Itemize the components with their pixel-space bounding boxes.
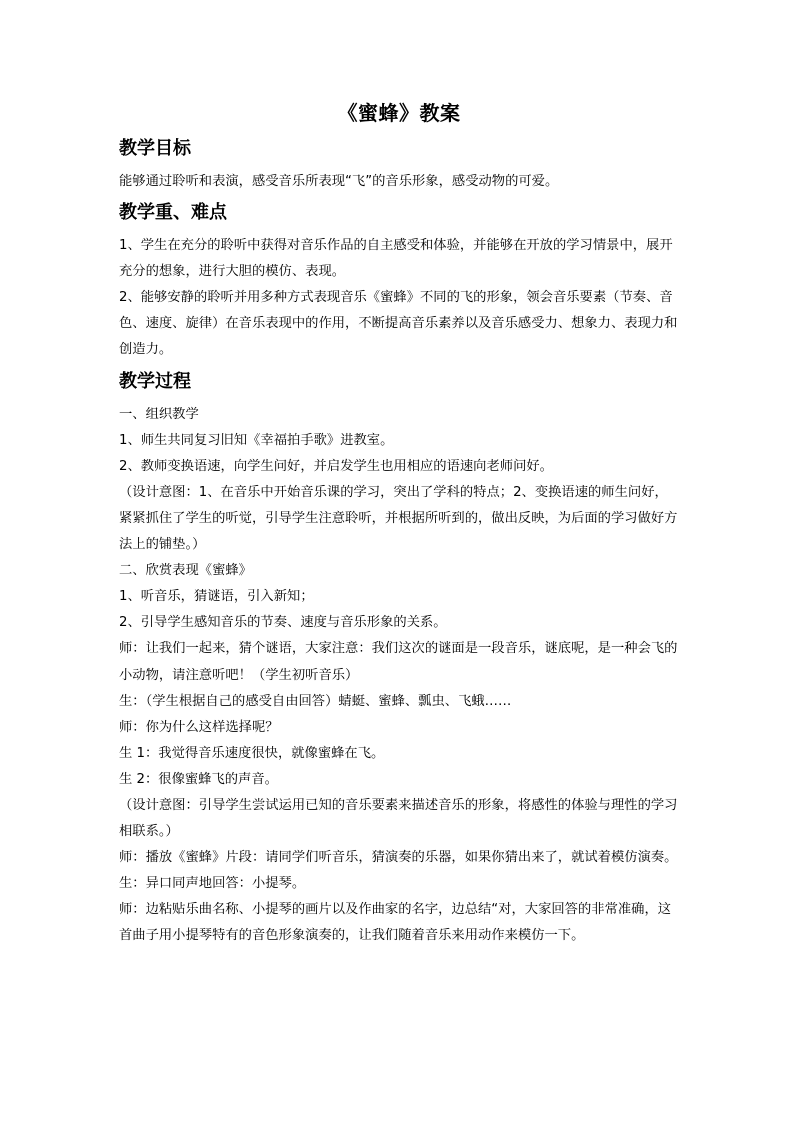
paragraph: 师：边粘贴乐曲名称、小提琴的画片以及作曲家的名字，边总结“对，大家回答的非常准确，这首曲子用小提琴特有的音色形象演奏的，让我们随着音乐来用动作来模仿一下。 xyxy=(119,902,672,944)
paragraph: 一、组织教学 xyxy=(119,406,199,422)
paragraph: 二、欣赏表现《蜜蜂》 xyxy=(119,563,252,579)
document-title: 《蜜蜂》教案 xyxy=(337,101,461,125)
paragraph: 2、教师变换语速，向学生问好，并启发学生也用相应的语速向老师问好。 xyxy=(119,458,553,474)
paragraph: 生：异口同声地回答：小提琴。 xyxy=(119,876,306,892)
paragraph: 1、师生共同复习旧知《幸福拍手歌》进教室。 xyxy=(119,432,394,448)
paragraph: 师：你为什么这样选择呢？ xyxy=(119,719,279,735)
section-heading-key-points: 教学重、难点 xyxy=(119,202,227,224)
section-heading-process: 教学过程 xyxy=(119,370,191,392)
document-content xyxy=(119,100,679,953)
paragraph: 生 1：我觉得音乐速度很快，就像蜜蜂在飞。 xyxy=(119,745,385,761)
section-process xyxy=(119,370,679,950)
paragraph: 生 2：很像蜜蜂飞的声音。 xyxy=(119,771,278,787)
paragraph: 能够通过聆听和表演，感受音乐所表现“飞”的音乐形象，感受动物的可爱。 xyxy=(119,174,559,189)
paragraph: （设计意图：引导学生尝试运用已知的音乐要素来描述音乐的形象，将感性的体验与理性的学习相联系。） xyxy=(119,797,678,840)
section-key-points xyxy=(119,201,679,363)
paragraph: 1、听音乐，猜谜语，引入新知； xyxy=(119,589,314,605)
paragraph: 1、学生在充分的聆听中获得对音乐作品的自主感受和体验，并能够在开放的学习情景中，展开充分的想象，进行大胆的模仿、表现。 xyxy=(119,238,673,280)
paragraph: 生：（学生根据自己的感受自由回答）蜻蜓、蜜蜂、瓢虫、飞蛾…… xyxy=(119,693,512,709)
section-heading-objectives: 教学目标 xyxy=(119,138,191,159)
section-objectives xyxy=(119,137,679,195)
paragraph: 师：让我们一起来，猜个谜语，大家注意：我们这次的谜面是一段音乐，谜底呢，是一种会飞的小动物，请注意听吧！（学生初听音乐） xyxy=(119,641,678,683)
paragraph: 2、能够安静的聆听并用多种方式表现音乐《蜜蜂》不同的飞的形象，领会音乐要素（节奏、音色、速度、旋律）在音乐表现中的作用，不断提高音乐素养以及音乐感受力、想象力、表现力和创造力。 xyxy=(119,290,678,358)
paragraph: （设计意图：1、在音乐中开始音乐课的学习，突出了学科的特点；2、变换语速的师生问好，紧紧抓住了学生的听觉，引导学生注意聆听，并根据所听到的，做出反映，为后面的学习做好方法上的铺垫。） xyxy=(119,484,678,553)
paragraph: 师：播放《蜜蜂》片段：请同学们听音乐，猜演奏的乐器，如果你猜出来了，就试着模仿演奏。 xyxy=(119,850,678,866)
paragraph: 2、引导学生感知音乐的节奏、速度与音乐形象的关系。 xyxy=(119,615,447,631)
